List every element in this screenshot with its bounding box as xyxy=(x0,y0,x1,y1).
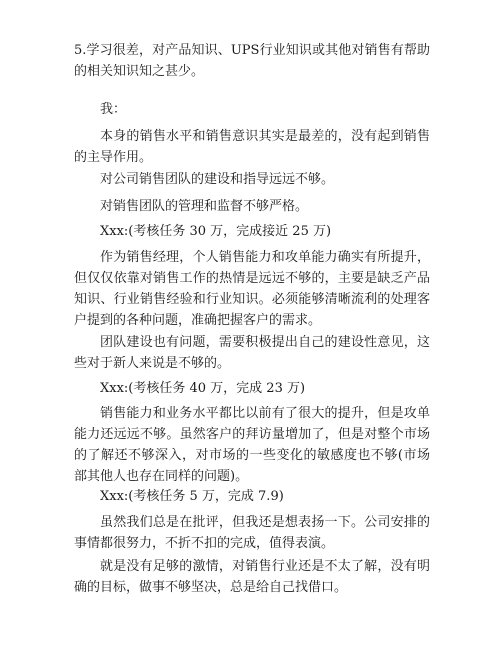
paragraph-team-management: 对销售团队的管理和监督不够严格。 xyxy=(100,199,309,214)
paragraph-xxx-task-30: Xxx:(考核任务 30 万，完成接近 25 万) xyxy=(100,224,332,239)
paragraph-xxx-task-40: Xxx:(考核任务 40 万，完成 23 万) xyxy=(100,381,306,396)
paragraph-lack-of-passion: 就是没有足够的激情，对销售行业还是不太了解，没有明确的目标，做事不够坚决，总是给自己找借口。 xyxy=(74,559,430,595)
paragraph-point-5: 5.学习很差，对产品知识、UPS行业知识或其他对销售有帮助的相关知识知之甚少。 xyxy=(74,43,430,79)
paragraph-self-sales-level: 本身的销售水平和销售意识其实是最差的，没有起到销售的主导作用。 xyxy=(74,129,430,165)
paragraph-xxx-task-5: Xxx:(考核任务 5 万，完成 7.9) xyxy=(100,489,284,504)
paragraph-me-heading: 我： xyxy=(100,102,127,117)
paragraph-praise: 虽然我们总是在批评，但我还是想表扬一下。公司安排的事情都很努力，不折不扣的完成，值得表演。 xyxy=(74,515,430,551)
paragraph-team-building-issues: 团队建设也有问题，需要积极提出自己的建设性意见，这些对于新人来说是不够的。 xyxy=(74,335,430,371)
paragraph-sales-ability-review: 销售能力和业务水平都比以前有了很大的提升，但是攻单能力还远远不够。虽然客户的拜访量增加了，但是对整个市场的了解还不够深入，对市场的一些变化的敏感度也不够(市场部其他人也存在同样的问题)。 xyxy=(74,406,430,484)
paragraph-team-building: 对公司销售团队的建设和指导远远不够。 xyxy=(100,172,335,187)
paragraph-sales-manager-review: 作为销售经理，个人销售能力和攻单能力确实有所提升，但仅仅依靠对销售工作的热情是远远不够的，主要是缺乏产品知识、行业销售经验和行业知识。必须能够清晰流利的处理客户提到的各种问题，准确把握客户的需求。 xyxy=(74,250,430,328)
